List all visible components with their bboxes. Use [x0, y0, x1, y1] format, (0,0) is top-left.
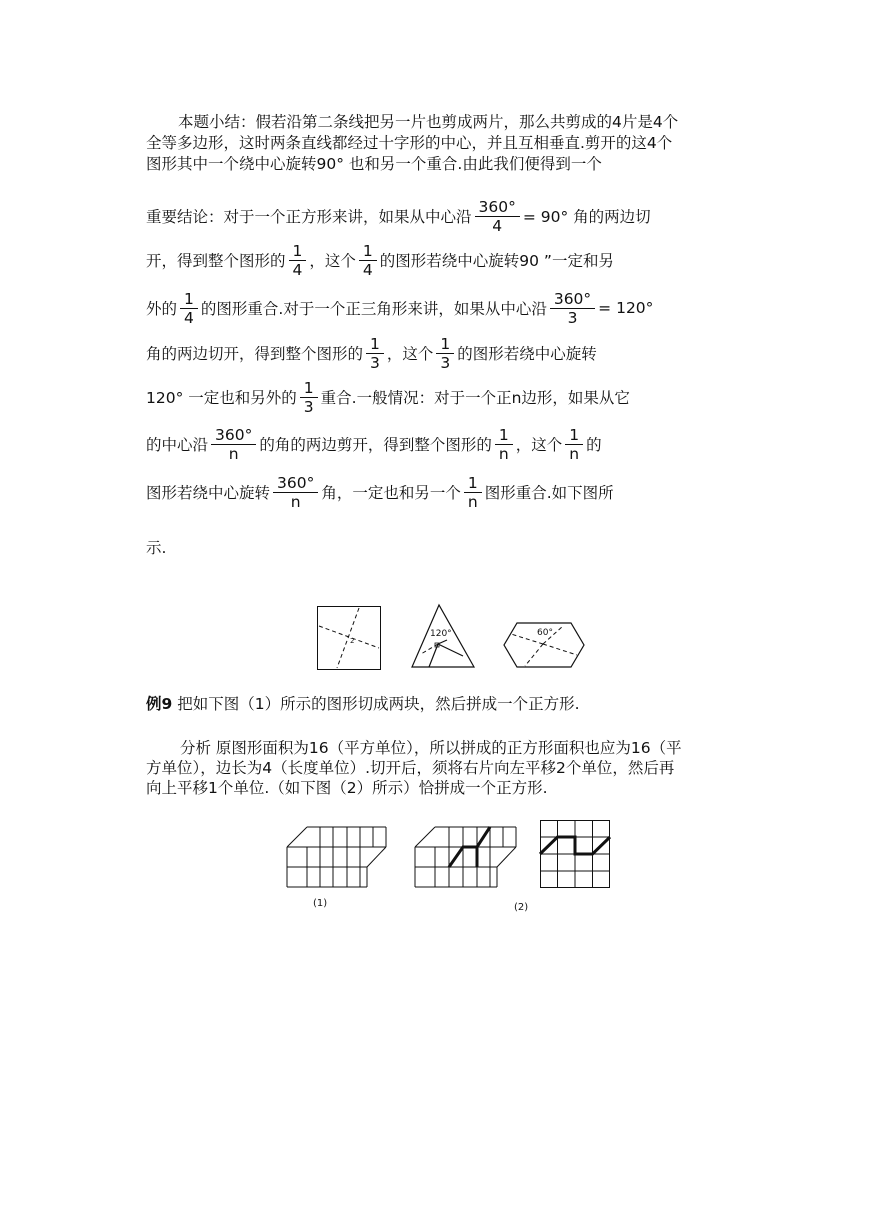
text: 的图形若绕中心旋转90 ”一定和另: [379, 252, 614, 270]
text: 重合.一般情况：对于一个正n边形，如果从它: [320, 389, 630, 407]
numerator: 1: [359, 242, 377, 261]
text: 的角的两边剪开，得到整个图形的: [259, 436, 492, 454]
conclusion-row-3: [146, 288, 653, 328]
numerator: 1: [495, 426, 513, 445]
text: = 120°: [598, 299, 654, 317]
denominator: n: [228, 444, 239, 463]
fraction: [366, 335, 384, 372]
denominator: 3: [567, 308, 578, 327]
fraction: [273, 474, 318, 511]
fraction: [359, 242, 377, 279]
text: 的: [586, 436, 602, 454]
denominator: n: [569, 444, 580, 463]
analysis-line-2: 方单位），边长为4（长度单位）.切开后，须将右片向左平移2个单位，然后再: [146, 759, 675, 777]
text: ，这个: [515, 436, 563, 454]
numerator: 360°: [475, 198, 520, 217]
text: 角，一定也和另一个: [321, 484, 461, 502]
text: 重要结论：对于一个正方形来讲，如果从中心沿: [146, 208, 472, 226]
denominator: n: [290, 492, 301, 511]
figure-triangle: [411, 604, 475, 668]
text: 图形若绕中心旋转: [146, 484, 271, 502]
numerator: 1: [300, 379, 318, 398]
numerator: 360°: [211, 426, 256, 445]
denominator: 3: [370, 353, 380, 372]
fraction: [436, 335, 454, 372]
conclusion-row-4: [146, 333, 597, 373]
text: 角的两边切开，得到整个图形的: [146, 345, 364, 363]
text: 的图形重合.对于一个正三角形来讲，如果从中心沿: [200, 300, 547, 318]
figure-grid-square: [540, 820, 610, 888]
fraction: [464, 474, 482, 511]
fraction: [565, 426, 583, 463]
figure-grid-original: [287, 826, 387, 888]
fraction: [180, 290, 198, 327]
hexagon-angle-label: 60°: [537, 628, 553, 638]
summary-line-2: 全等多边形，这时两条直线都经过十字形的中心，并且互相垂直.剪开的这4个: [146, 134, 673, 152]
text: = 90° 角的两边切: [522, 208, 651, 226]
denominator: n: [498, 444, 509, 463]
example-label: 例9: [146, 695, 173, 713]
text: 图形重合.如下图所: [484, 484, 614, 502]
summary-line-1: 本题小结：假若沿第二条线把另一片也剪成两片，那么共剪成的4片是4个: [178, 113, 679, 131]
denominator: 4: [492, 216, 503, 235]
conclusion-row-5: [146, 377, 630, 417]
figure-grid-cut: [415, 826, 517, 888]
example-text: 把如下图（1）所示的图形切成两块，然后拼成一个正方形.: [172, 695, 580, 713]
conclusion-row-7: [146, 472, 614, 512]
summary-line-3: 图形其中一个绕中心旋转90° 也和另一个重合.由此我们便得到一个: [146, 155, 602, 173]
denominator: n: [467, 492, 478, 511]
numerator: 1: [464, 474, 482, 493]
fraction: [300, 379, 318, 416]
numerator: 1: [366, 335, 384, 354]
numerator: 1: [180, 290, 198, 309]
text: ，这个: [309, 252, 356, 270]
conclusion-row-6: [146, 424, 602, 464]
square-mark: 2: [350, 637, 355, 645]
denominator: 3: [440, 353, 451, 372]
numerator: 1: [289, 242, 307, 261]
text: 外的: [146, 300, 178, 318]
denominator: 3: [303, 397, 314, 416]
conclusion-row-1: [146, 196, 651, 236]
figure-square: [317, 606, 381, 670]
figure-hexagon: [503, 622, 585, 668]
numerator: 360°: [550, 290, 595, 309]
text: 开，得到整个图形的: [146, 252, 286, 270]
numerator: 1: [565, 426, 583, 445]
triangle-angle-label: 120°: [430, 629, 452, 639]
numerator: 1: [436, 335, 454, 354]
text: ，这个: [386, 345, 434, 363]
conclusion-row-2: [146, 240, 614, 280]
analysis-line-1: 分析 原图形面积为16（平方单位），所以拼成的正方形面积也应为16（平: [180, 739, 682, 757]
fraction: [495, 426, 513, 463]
analysis-line-3: 向上平移1个单位.（如下图（2）所示）恰拼成一个正方形.: [146, 779, 548, 797]
denominator: 4: [184, 308, 194, 327]
fraction: [475, 198, 520, 235]
text: 的中心沿: [146, 436, 209, 454]
fraction: [550, 290, 595, 327]
denominator: 4: [292, 260, 303, 279]
text: 的图形若绕中心旋转: [457, 345, 597, 363]
fraction: [211, 426, 256, 463]
conclusion-row-8: 示.: [146, 539, 167, 557]
example-heading: [146, 694, 580, 714]
caption-1: (1): [313, 898, 328, 909]
numerator: 360°: [273, 474, 318, 493]
denominator: 4: [362, 260, 373, 279]
fraction: [289, 242, 307, 279]
caption-2: (2): [514, 902, 529, 913]
text: 120° 一定也和另外的: [146, 389, 297, 407]
